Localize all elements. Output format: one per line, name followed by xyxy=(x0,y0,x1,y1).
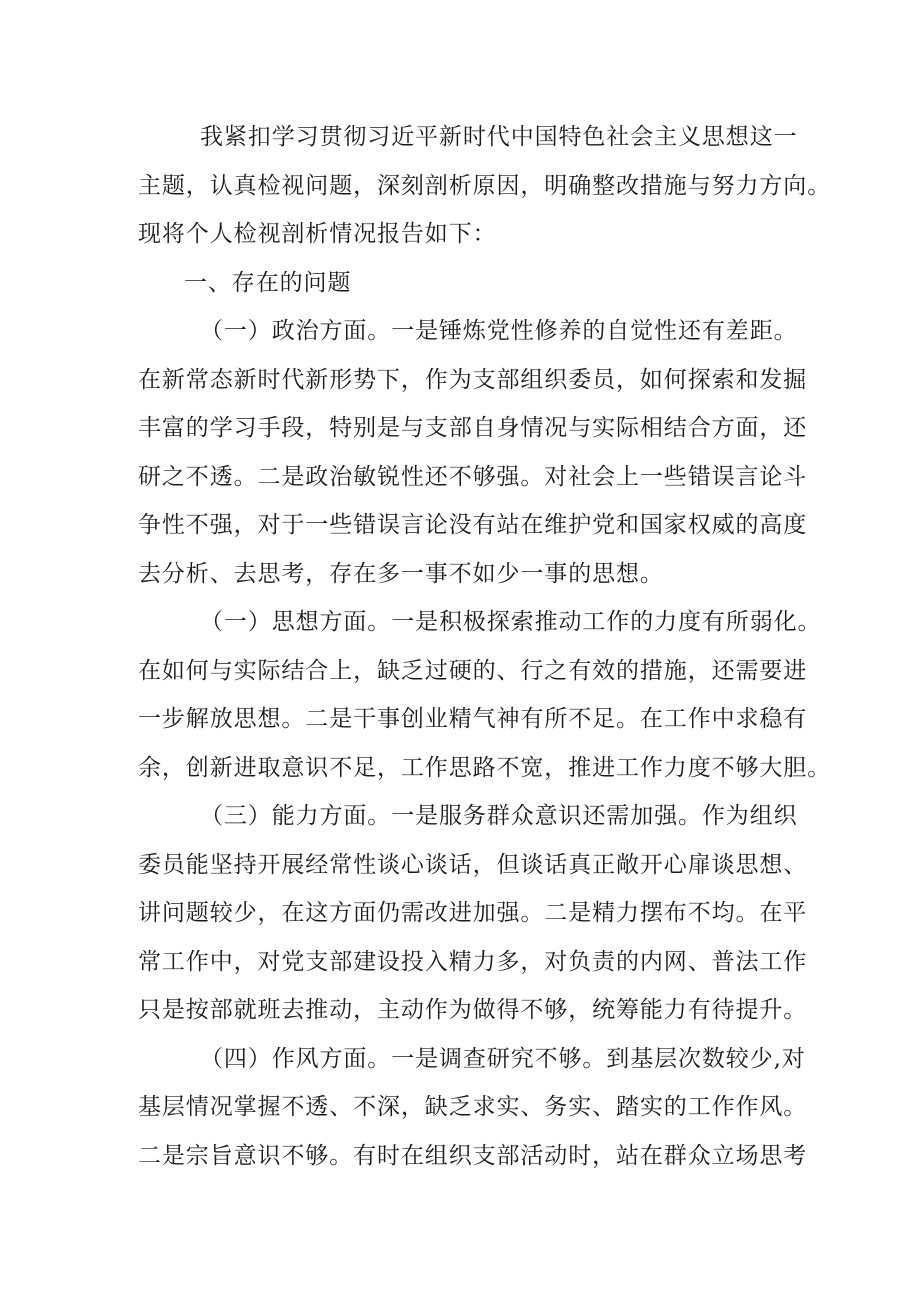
intro-line-2: 主题，认真检视问题，深刻剖析原因，明确整改措施与努力方向。 xyxy=(138,172,832,199)
ideological-line-4: 余，创新进取意识不足，工作思路不宽，推进工作力度不够大胆。 xyxy=(138,754,832,781)
intro-paragraph xyxy=(138,113,832,259)
ideological-line-3: 一步解放思想。二是干事创业精气神有所不足。在工作中求稳有 xyxy=(138,706,808,732)
political-line-1: （一）政治方面。一是锤炼党性修养的自觉性还有差距。 xyxy=(200,318,798,344)
ability-line-2: 委员能坚持开展经常性谈心谈话，但谈话真正敞开心扉谈思想、 xyxy=(138,851,808,878)
political-line-3: 丰富的学习手段，特别是与支部自身情况与实际相结合方面，还 xyxy=(138,415,808,441)
ability-line-1: （三）能力方面。一是服务群众意识还需加强。作为组织 xyxy=(200,803,798,829)
intro-line-3: 现将个人检视剖析情况报告如下： xyxy=(138,221,497,247)
ability-line-5: 只是按部就班去推动，主动作为做得不够，统筹能力有待提升。 xyxy=(138,997,808,1023)
ideological-paragraph xyxy=(138,598,832,792)
political-line-5: 争性不强，对于一些错误言论没有站在维护党和国家权威的高度 xyxy=(138,512,808,538)
section-1-heading: 一、存在的问题 xyxy=(184,269,352,296)
style-line-1: （四）作风方面。一是调查研究不够。到基层次数较少,对 xyxy=(200,1045,806,1072)
document-body xyxy=(138,113,832,1180)
ideological-line-1: （一）思想方面。一是积极探索推动工作的力度有所弱化。 xyxy=(200,609,822,635)
style-paragraph xyxy=(138,1035,808,1181)
ability-line-4: 常工作中，对党支部建设投入精力多，对负责的内网、普法工作 xyxy=(138,948,808,975)
political-line-2: 在新常态新时代新形势下，作为支部组织委员，如何探索和发掘 xyxy=(138,366,808,393)
section-heading xyxy=(138,259,800,308)
ability-paragraph xyxy=(138,792,808,1035)
political-paragraph xyxy=(138,307,808,598)
style-line-2: 基层情况掌握不透、不深，缺乏求实、务实、踏实的工作作风。 xyxy=(138,1094,808,1120)
political-line-6: 去分析、去思考，存在多一事不如少一事的思想。 xyxy=(138,560,664,587)
intro-line-1: 我紧扣学习贯彻习近平新时代中国特色社会主义思想这一 xyxy=(200,124,798,150)
political-line-4: 研之不透。二是政治敏锐性还不够强。对社会上一些错误言论斗 xyxy=(138,463,808,490)
ideological-line-2: 在如何与实际结合上，缺乏过硬的、行之有效的措施，还需要进 xyxy=(138,657,808,684)
ability-line-3: 讲问题较少，在这方面仍需改进加强。二是精力摆布不均。在平 xyxy=(138,900,808,926)
style-line-3: 二是宗旨意识不够。有时在组织支部活动时，站在群众立场思考 xyxy=(138,1142,808,1169)
